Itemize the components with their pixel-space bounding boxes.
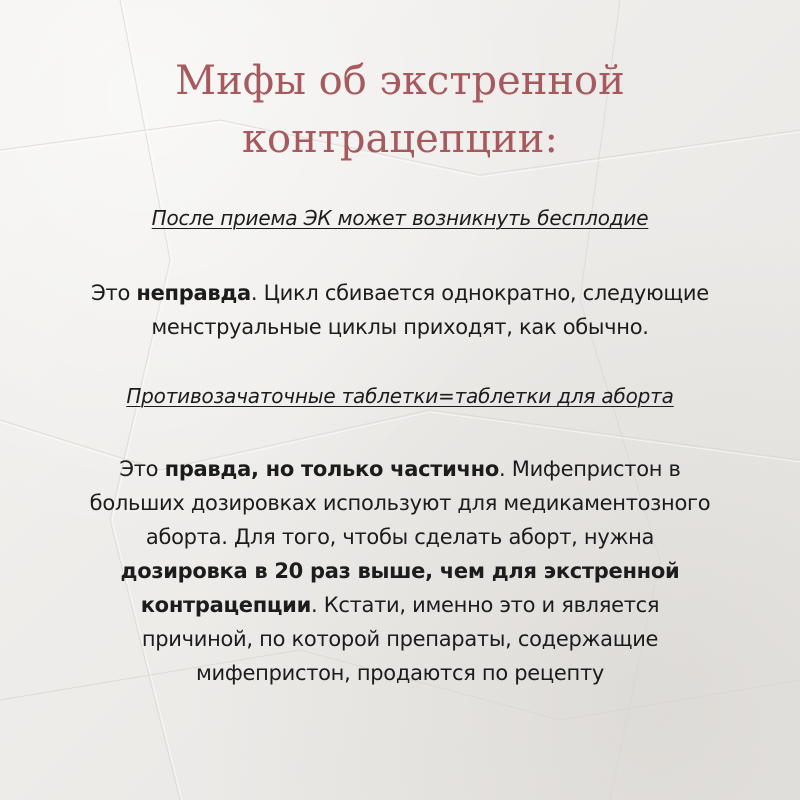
answer-text: . Кстати, именно это и является [311, 593, 660, 617]
answer-emphasis: дозировка в 20 раз выше, чем для экстренной [120, 559, 680, 583]
answer-text: Это [91, 281, 137, 305]
answer-text: . Мифепристон в [499, 457, 681, 481]
answer-2-line-5 [30, 588, 770, 622]
answer-verdict: неправда [136, 281, 251, 305]
title-line-2: контрацепции: [242, 116, 558, 162]
myth-answer-1 [30, 276, 770, 344]
answer-verdict: правда, но только частично [164, 457, 500, 481]
answer-text: . Цикл сбивается однократно, следующие [250, 281, 709, 305]
answer-emphasis: контрацепции [140, 593, 312, 617]
answer-2-line-6: причиной, по которой препараты, содержащие [141, 627, 659, 651]
answer-2-line-2: больших дозировках используют для медикаментозного [89, 491, 711, 515]
answer-1-line-2: менструальные циклы приходят, как обычно. [151, 315, 649, 339]
answer-2-line-3: аборта. Для того, чтобы сделать аборт, нужна [145, 525, 655, 549]
myth-answer-2 [30, 452, 770, 690]
answer-2-line-1 [30, 452, 770, 486]
answer-2-line-4 [30, 554, 770, 588]
answer-1-line-1 [30, 276, 770, 310]
answer-text: Это [119, 457, 165, 481]
myth-statement-2: Противозачаточные таблетки=таблетки для аборта [126, 384, 674, 408]
myth-statement-1: После приема ЭК может возникнуть бесплодие [151, 206, 649, 230]
answer-2-line-7: мифепристон, продаются по рецепту [195, 661, 605, 685]
title-line-1: Мифы об экстренной [175, 58, 625, 104]
page-title [0, 52, 800, 168]
